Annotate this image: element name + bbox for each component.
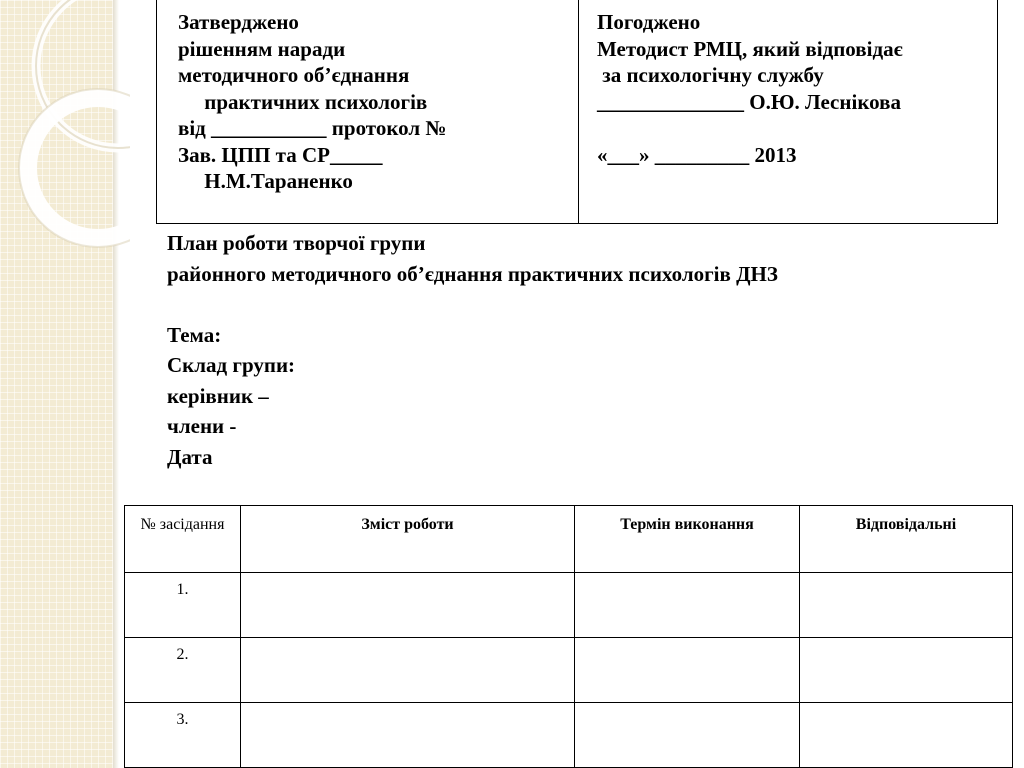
table-header-row bbox=[125, 506, 1013, 573]
header-work-content: Зміст роботи bbox=[241, 506, 575, 573]
plan-leader-label: керівник – bbox=[167, 383, 269, 408]
approval-left-line: Затверджено bbox=[178, 10, 299, 34]
approval-left-cell bbox=[157, 0, 579, 223]
approval-right-line: за психологічну службу bbox=[597, 63, 824, 87]
approval-left-line: Зав. ЦПП та СР_____ bbox=[178, 142, 383, 167]
plan-members-label: члени - bbox=[167, 414, 237, 438]
plan-spacer bbox=[167, 289, 778, 320]
approval-left-line: рішенням наради bbox=[178, 36, 346, 61]
table-cell-number: 3. bbox=[125, 703, 241, 768]
table-cell-deadline bbox=[575, 638, 800, 703]
plan-group-label: Склад групи: bbox=[167, 353, 296, 377]
plan-date-label: Дата bbox=[167, 444, 213, 469]
table-cell-deadline bbox=[575, 703, 800, 768]
approval-left-line: методичного об’єднання bbox=[178, 63, 410, 87]
approval-left-line: від ___________ протокол № bbox=[178, 116, 447, 140]
plan-title-block bbox=[167, 228, 778, 472]
approval-left-line: Н.М.Тараненко bbox=[178, 169, 353, 193]
approval-right-line: Погоджено bbox=[597, 10, 701, 34]
table-cell-deadline bbox=[575, 573, 800, 638]
approval-right-line: «___» _________ 2013 bbox=[597, 142, 797, 167]
header-responsible: Відповідальні bbox=[800, 506, 1013, 573]
plan-title: План роботи творчої групи bbox=[167, 231, 426, 255]
table-cell-content bbox=[241, 703, 575, 768]
plan-topic-label: Тема: bbox=[167, 322, 222, 347]
header-session-number: № засідання bbox=[125, 506, 241, 573]
work-plan-table bbox=[124, 505, 1013, 768]
table-cell-responsible bbox=[800, 638, 1013, 703]
approval-right-line: Методист РМЦ, який відповідає bbox=[597, 36, 903, 61]
approval-right-cell bbox=[579, 0, 997, 223]
table-row bbox=[125, 573, 1013, 638]
table-cell-content bbox=[241, 638, 575, 703]
table-cell-number: 2. bbox=[125, 638, 241, 703]
table-cell-responsible bbox=[800, 573, 1013, 638]
decorative-rings bbox=[0, 0, 130, 280]
table-row bbox=[125, 638, 1013, 703]
approval-right-line bbox=[597, 115, 997, 142]
header-deadline: Термін виконання bbox=[575, 506, 800, 573]
table-cell-responsible bbox=[800, 703, 1013, 768]
table-row bbox=[125, 703, 1013, 768]
table-cell-number: 1. bbox=[125, 573, 241, 638]
table-cell-content bbox=[241, 573, 575, 638]
approval-box bbox=[156, 0, 998, 224]
plan-subtitle: районного методичного об’єднання практичних психологів ДНЗ bbox=[167, 261, 778, 286]
approval-right-line: ______________ О.Ю. Леснікова bbox=[597, 89, 901, 114]
approval-left-line: практичних психологів bbox=[178, 89, 428, 114]
ring-medium bbox=[28, 98, 130, 238]
